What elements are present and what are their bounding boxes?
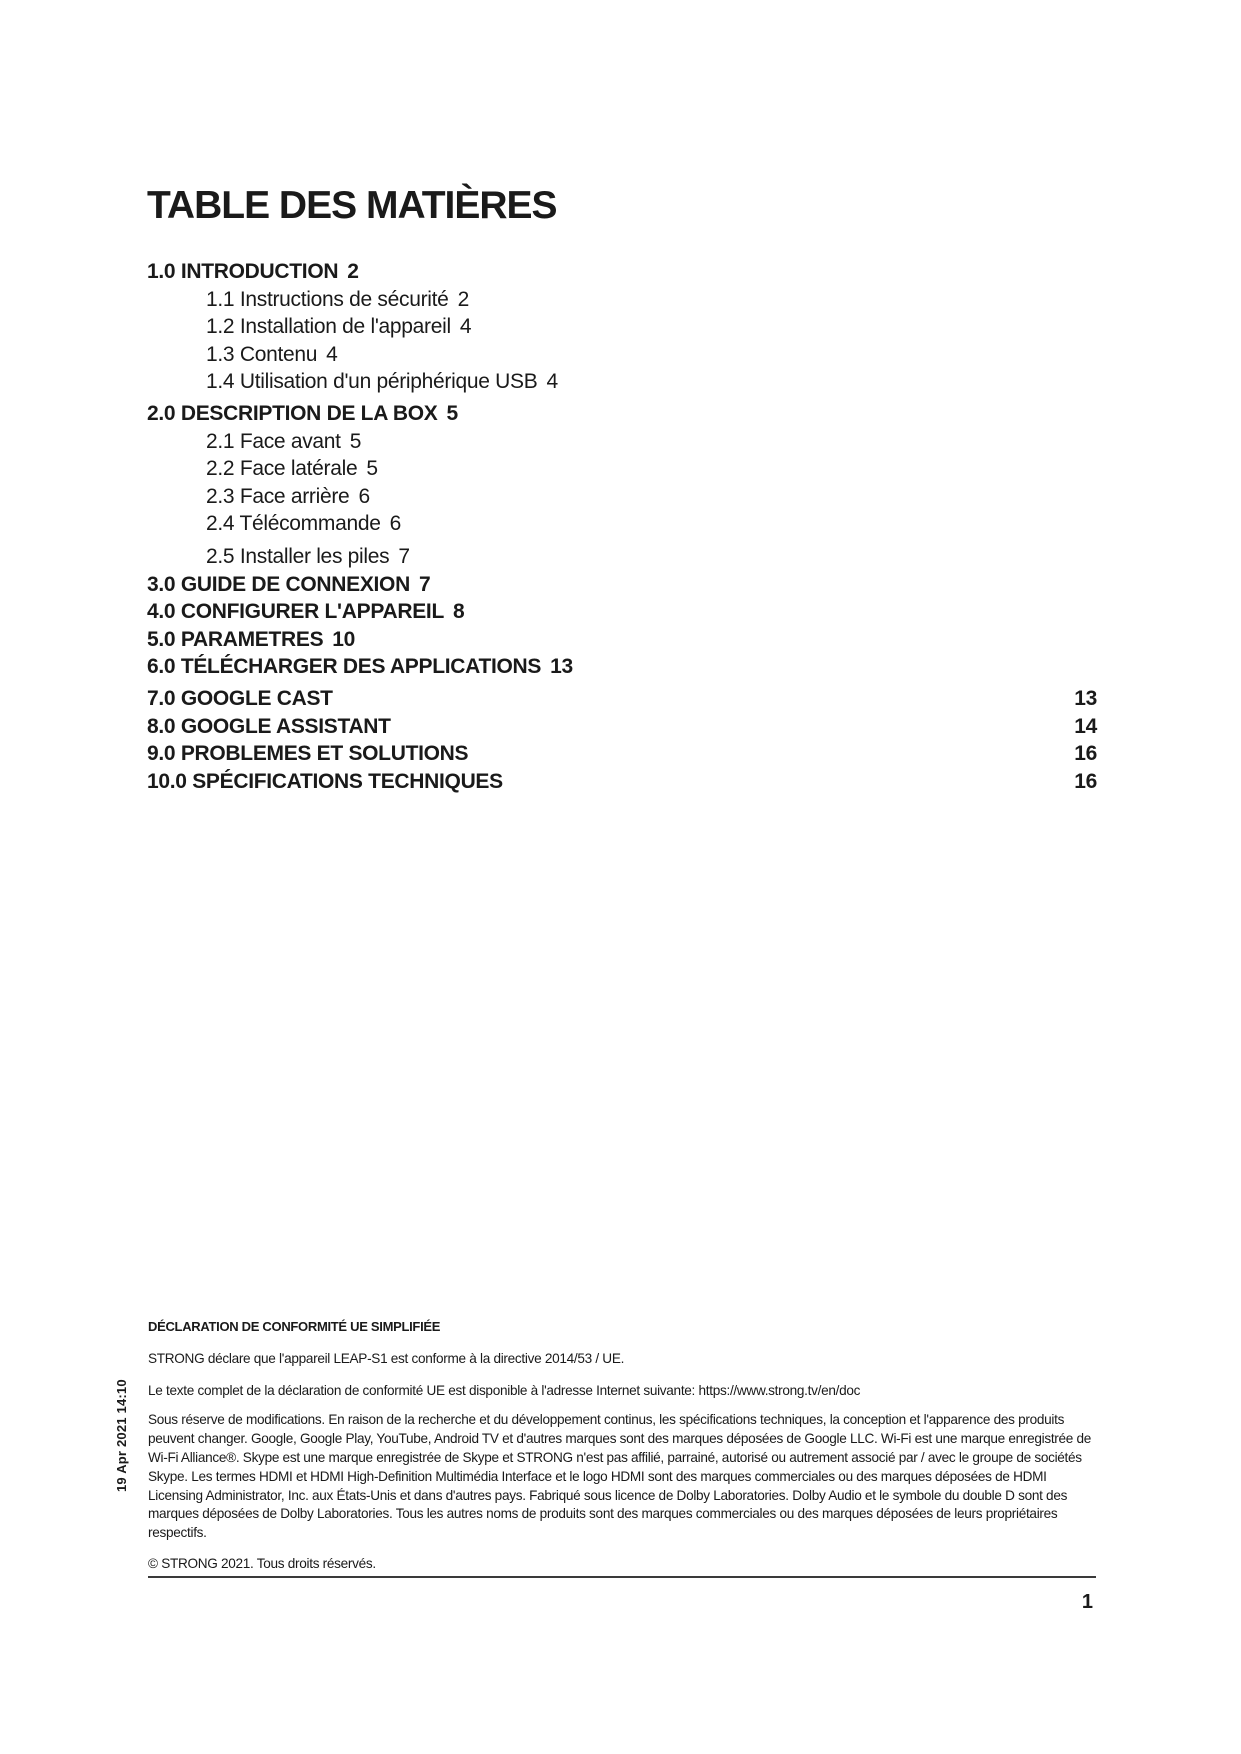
toc-entry-introduction[interactable]	[147, 258, 1097, 286]
toc-entry-troubleshooting[interactable]	[147, 740, 1097, 768]
toc-entry-download-apps[interactable]	[147, 653, 1097, 681]
toc-entry-safety-instructions[interactable]	[147, 286, 1097, 314]
toc-entry-label: 1.3 Contenu	[206, 342, 318, 366]
declaration-title: DÉCLARATION DE CONFORMITÉ UE SIMPLIFIÉE	[148, 1319, 441, 1334]
toc-entry-page: 4	[326, 342, 338, 366]
toc-entry-label: 6.0 TÉLÉCHARGER DES APPLICATIONS	[147, 655, 542, 679]
toc-entry-label: 3.0 GUIDE DE CONNEXION	[147, 572, 410, 596]
toc-entry-settings[interactable]	[147, 626, 1097, 654]
toc-entry-front-panel[interactable]	[147, 428, 1097, 456]
toc-entry-label: 2.1 Face avant	[206, 429, 341, 453]
toc-entry-label: 10.0 SPÉCIFICATIONS TECHNIQUES	[147, 769, 503, 793]
toc-entry-page: 2	[347, 260, 359, 283]
toc-entry-configure-device[interactable]	[147, 598, 1097, 626]
toc-entry-page: 5	[349, 429, 362, 453]
copyright: © STRONG 2021. Tous droits réservés.	[148, 1555, 376, 1571]
footer-legal	[148, 1318, 1096, 1574]
toc-entry-label: 2.4 Télécommande	[206, 512, 381, 536]
toc-entry-page: 2	[457, 287, 469, 311]
toc-entry-label: 2.5 Installer les piles	[206, 544, 390, 568]
declaration-link-text: Le texte complet de la déclaration de conformité UE est disponible à l'adresse Internet suivante: https://www.strong.tv/en/doc	[148, 1382, 861, 1398]
footer-divider	[148, 1576, 1096, 1578]
page-title: TABLE DES MATIÈRES	[147, 184, 557, 227]
toc-entry-page: 6	[358, 484, 370, 508]
toc-entry-page: 5	[366, 457, 378, 481]
declaration-text: STRONG déclare que l'appareil LEAP-S1 est conforme à la directive 2014/53 / UE.	[148, 1350, 625, 1366]
toc-entry-page: 13	[550, 655, 573, 679]
page-number: 1	[1081, 1591, 1093, 1613]
toc-entry-technical-specifications[interactable]	[147, 768, 1097, 796]
toc-entry-remote-control[interactable]	[147, 510, 1097, 538]
toc-entry-google-cast[interactable]	[147, 685, 1097, 713]
toc-entry-usb-device[interactable]	[147, 368, 1097, 396]
toc-entry-page: 7	[398, 544, 410, 568]
legal-text: Sous réserve de modifications. En raison de la recherche et du développement continus, les spécifications techniques, la conception et l'apparence des produits peuvent changer. Google, Google Play, YouTube, Android TV et d'autres marques sont des marques déposées de Google LLC. Wi-Fi est une marque enregistrée de Wi-Fi Alliance®. Skype est une marque enregistrée de Skype et STRONG n'est pas affilié, parrainé, autorisé ou autrement associé par / avec le groupe de sociétés Skype. Les termes HDMI et HDMI High-Definition Multimédia Interface et le logo HDMI sont des marques commerciales ou des marques déposées de HDMI Licensing Administrator, Inc. aux États-Unis et dans d'autres pays. Fabriqué sous licence de Dolby Laboratories. Dolby Audio et le symbole du double D sont des marques déposées de Dolby Laboratories. Tous les autres noms de produits sont des marques commerciales ou des marques déposées de leurs propriétaires respectifs.	[148, 1412, 1092, 1541]
toc-entry-page: 14	[1074, 714, 1097, 738]
toc-entry-label: 7.0 GOOGLE CAST	[147, 686, 333, 710]
toc-entry-label: 1.2 Installation de l'appareil	[206, 315, 451, 339]
toc-entry-page: 13	[1074, 686, 1097, 710]
toc-entry-contents[interactable]	[147, 341, 1097, 369]
toc-entry-connection-guide[interactable]	[147, 571, 1097, 599]
toc-entry-page: 16	[1074, 769, 1097, 793]
toc-entry-label: 9.0 PROBLEMES ET SOLUTIONS	[147, 742, 469, 766]
toc-entry-label: 2.2 Face latérale	[206, 457, 358, 481]
toc-entry-install-batteries[interactable]	[147, 543, 1097, 571]
toc-entry-box-description[interactable]	[147, 400, 1097, 428]
table-of-contents	[147, 258, 1097, 795]
toc-entry-label: 1.4 Utilisation d'un périphérique USB	[206, 370, 538, 394]
toc-entry-page: 4	[459, 315, 472, 339]
toc-entry-label: 2.0 DESCRIPTION DE LA BOX	[147, 401, 438, 425]
toc-entry-label: 2.3 Face arrière	[206, 484, 350, 508]
toc-entry-page: 10	[332, 627, 356, 651]
toc-entry-side-panel[interactable]	[147, 455, 1097, 483]
toc-entry-page: 5	[446, 401, 458, 425]
toc-entry-rear-panel[interactable]	[147, 483, 1097, 511]
print-timestamp: 19 Apr 2021 14:10	[114, 1379, 129, 1492]
toc-entry-label: 1.1 Instructions de sécurité	[206, 287, 449, 311]
toc-entry-page: 8	[452, 600, 465, 624]
toc-entry-page: 16	[1074, 742, 1097, 766]
toc-entry-label: 8.0 GOOGLE ASSISTANT	[147, 714, 391, 738]
toc-entry-page: 6	[389, 512, 401, 536]
toc-entry-page: 4	[546, 370, 558, 394]
toc-entry-google-assistant[interactable]	[147, 713, 1097, 741]
toc-entry-label: 1.0 INTRODUCTION	[147, 260, 339, 283]
toc-entry-device-installation[interactable]	[147, 313, 1097, 341]
toc-entry-label: 5.0 PARAMETRES	[147, 627, 324, 651]
toc-entry-label: 4.0 CONFIGURER L'APPAREIL	[147, 600, 444, 624]
toc-entry-page: 7	[418, 572, 431, 596]
